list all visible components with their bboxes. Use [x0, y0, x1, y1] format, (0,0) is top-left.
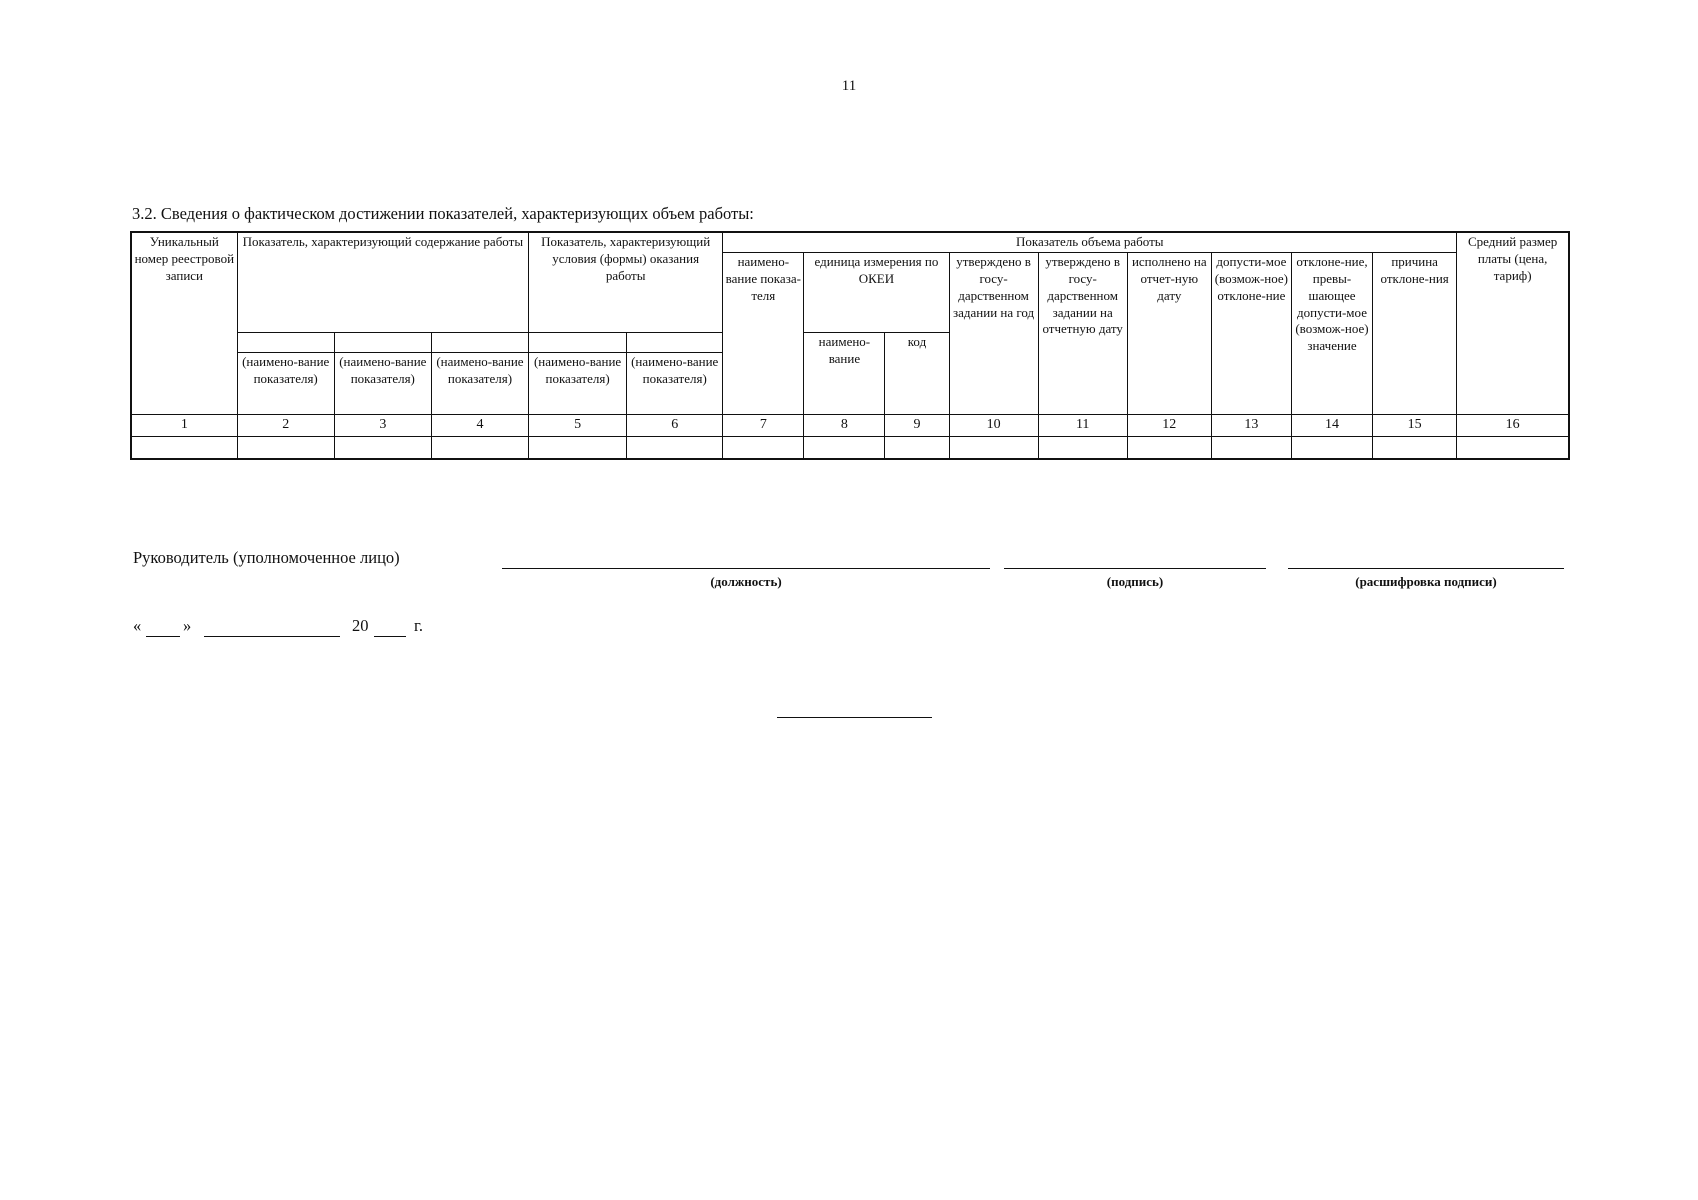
content-indicator-name-1: (наимено-вание показателя) [237, 352, 334, 414]
content-subheader-empty-1 [237, 332, 334, 352]
column-number: 6 [627, 414, 723, 436]
data-cell[interactable] [1291, 436, 1372, 459]
data-cell[interactable] [723, 436, 804, 459]
column-number: 7 [723, 414, 804, 436]
page-number: 11 [841, 78, 857, 94]
column-number: 2 [237, 414, 334, 436]
column-number: 9 [885, 414, 949, 436]
header-content-indicator: Показатель, характеризующий содержание работы [237, 232, 528, 332]
column-number: 15 [1373, 414, 1457, 436]
column-number: 4 [431, 414, 528, 436]
header-executed: исполнено на отчет-ную дату [1127, 252, 1211, 414]
date-month-blank[interactable] [204, 636, 340, 637]
position-line[interactable] [502, 568, 990, 569]
column-number: 8 [804, 414, 885, 436]
data-cell[interactable] [1211, 436, 1291, 459]
column-number: 3 [334, 414, 431, 436]
column-number: 5 [529, 414, 627, 436]
content-indicator-name-2: (наимено-вание показателя) [334, 352, 431, 414]
content-subheader-empty-3 [431, 332, 528, 352]
report-table [130, 231, 1570, 460]
header-conditions-indicator: Показатель, характеризующий условия (формы) оказания работы [529, 232, 723, 332]
header-unit-okei: единица измерения по ОКЕИ [804, 252, 949, 332]
header-approved-year: утверждено в госу-дарственном задании на год [949, 252, 1038, 414]
data-cell[interactable] [1127, 436, 1211, 459]
content-subheader-empty-2 [334, 332, 431, 352]
data-cell[interactable] [237, 436, 334, 459]
data-cell[interactable] [1457, 436, 1569, 459]
header-average-pay: Средний размер платы (цена, тариф) [1457, 232, 1569, 414]
end-rule [777, 717, 932, 718]
header-unique-record-number: Уникальный номер реестровой записи [131, 232, 237, 414]
section-title: 3.2. Сведения о фактическом достижении показателей, характеризующих объем работы: [132, 204, 754, 223]
column-number: 1 [131, 414, 237, 436]
column-number: 16 [1457, 414, 1569, 436]
data-cell[interactable] [804, 436, 885, 459]
conditions-indicator-name-1: (наимено-вание показателя) [529, 352, 627, 414]
header-volume-indicator: Показатель объема работы [723, 232, 1457, 252]
position-caption: (должность) [710, 574, 782, 589]
date-year-suffix: г. [414, 616, 424, 635]
header-allowed-deviation: допусти-мое (возмож-ное) отклоне-ние [1211, 252, 1291, 414]
column-number: 12 [1127, 414, 1211, 436]
conditions-indicator-name-2: (наимено-вание показателя) [627, 352, 723, 414]
header-deviation-reason: причина отклоне-ния [1373, 252, 1457, 414]
conditions-subheader-empty-2 [627, 332, 723, 352]
data-cell[interactable] [1038, 436, 1127, 459]
data-cell[interactable] [627, 436, 723, 459]
header-exceeding-deviation: отклоне-ние, превы-шающее допусти-мое (возмож-ное) значение [1291, 252, 1372, 414]
date-year-prefix: 20 [352, 616, 369, 635]
data-cell[interactable] [885, 436, 949, 459]
header-approved-date: утверждено в госу-дарственном задании на отчетную дату [1038, 252, 1127, 414]
header-unit-code: код [885, 332, 949, 414]
date-year-blank[interactable] [374, 636, 406, 637]
data-cell[interactable] [131, 436, 237, 459]
content-indicator-name-3: (наимено-вание показателя) [431, 352, 528, 414]
column-number: 10 [949, 414, 1038, 436]
column-number: 14 [1291, 414, 1372, 436]
header-unit-name: наимено-вание [804, 332, 885, 414]
decode-caption: (расшифровка подписи) [1355, 574, 1497, 589]
conditions-subheader-empty-1 [529, 332, 627, 352]
data-cell[interactable] [431, 436, 528, 459]
data-cell[interactable] [1373, 436, 1457, 459]
date-day-blank[interactable] [146, 636, 180, 637]
signatory-label: Руководитель (уполномоченное лицо) [133, 548, 400, 567]
date-open-quote: « [133, 616, 142, 635]
decode-line[interactable] [1288, 568, 1564, 569]
column-number: 13 [1211, 414, 1291, 436]
signature-line[interactable] [1004, 568, 1266, 569]
data-cell[interactable] [529, 436, 627, 459]
data-cell[interactable] [334, 436, 431, 459]
column-number: 11 [1038, 414, 1127, 436]
data-cell[interactable] [949, 436, 1038, 459]
date-close-quote: » [183, 616, 192, 635]
signature-caption: (подпись) [1106, 574, 1164, 589]
header-indicator-name: наимено-вание показа-теля [723, 252, 804, 414]
